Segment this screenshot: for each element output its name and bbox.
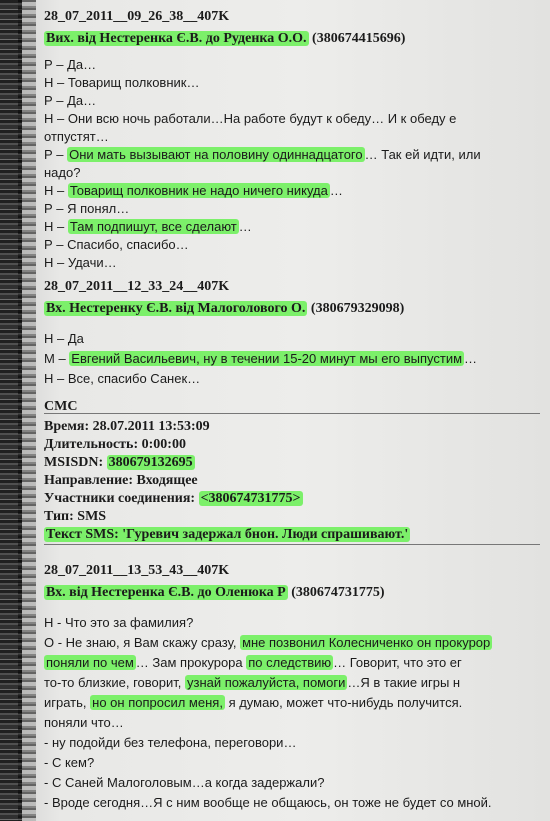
call1-header	[44, 30, 405, 48]
call1-stamp: 28_07_2011__09_26_38__407K	[44, 9, 230, 24]
call3-line: - С кем?	[44, 755, 95, 770]
call2-line: Н – Да	[44, 331, 84, 346]
call1-line: Н – Они всю ночь работали…На работе будут к обеду… И к обеду е	[44, 111, 457, 126]
call1-line: отпустят…	[44, 129, 109, 144]
call1-line: Н – Товарищ полковник…	[44, 75, 200, 90]
call1-line: Р – Спасибо, спасибо…	[44, 237, 189, 252]
call2-header	[44, 300, 404, 318]
call3-line: - ну подойди без телефона, переговори…	[44, 735, 297, 750]
call1-phone: (380674415696)	[312, 31, 406, 46]
call1-line-highlight: Н – Товарищ полковник не надо ничего никуда …	[44, 183, 343, 198]
call1-line: Р – Да…	[44, 93, 97, 108]
call2-line-highlight: М – Евгений Васильевич, ну в течении 15-20 минут мы его выпустим …	[44, 351, 478, 366]
call3-line-highlight: О - Не знаю, я Вам скажу сразу, мне позвонил Колесниченко он прокурор	[44, 635, 491, 650]
sms-msisdn: MSISDN: 380679132695	[44, 455, 193, 470]
call3-line-highlight: поняли по чем … Зам прокурора по следствию … Говорит, что это ег	[46, 655, 462, 670]
sms-time: Время: 28.07.2011 13:53:09	[44, 419, 210, 434]
call2-title: Вх. Нестеренку Є.В. від Малоголового О.	[46, 301, 306, 316]
sms-participants: Участники соединения: <380674731775>	[44, 491, 301, 506]
call3-stamp: 28_07_2011__13_53_43__407K	[44, 563, 230, 578]
call3-line-highlight: то-то близкие, говорит, узнай пожалуйста, помоги …Я в такие игры н	[44, 675, 461, 690]
call3-phone: (380674731775)	[291, 585, 385, 600]
call3-line-highlight: играть, но он попросил меня, я думаю, может что-нибудь получится.	[44, 695, 463, 710]
call1-line: Р – Да…	[44, 57, 97, 72]
call1-line: Н – Удачи…	[44, 255, 117, 270]
sms-direction: Направление: Входящее	[44, 473, 198, 488]
call1-title: Вих. від Нестеренка Є.В. до Руденка О.О.	[46, 31, 307, 46]
sms-text: Текст SMS: 'Гуревич задержал бнон. Люди спрашивают.'	[46, 527, 409, 542]
sms-duration: Длительность: 0:00:00	[44, 437, 186, 452]
call3-title: Вх. від Нестеренка Є.В. до Оленюка Р	[46, 585, 286, 600]
call3-line: - С Саней Малоголовым…а когда задержали?	[44, 775, 325, 790]
call2-stamp: 28_07_2011__12_33_24__407K	[44, 279, 230, 294]
call3-header	[44, 584, 385, 602]
sms-type: Тип: SMS	[44, 509, 107, 524]
call1-line-highlight: Р – Они мать вызывают на половину одиннадцатого … Так ей идти, или	[44, 147, 481, 162]
call2-phone: (380679329098)	[310, 301, 405, 316]
call1-line: надо?	[44, 165, 81, 180]
call3-line: Н - Что это за фамилия?	[44, 615, 194, 630]
call1-line-highlight: Н – Там подпишут, все сделают …	[44, 219, 252, 234]
scan-shadow-fade	[18, 0, 36, 821]
call3-line: - Вроде сегодня…Я с ним вообще не общаюсь, он тоже не будет со мной.	[44, 795, 492, 810]
call1-line: Р – Я понял…	[44, 201, 130, 216]
call2-line: Н – Все, спасибо Санек…	[44, 371, 201, 386]
sms-heading: СМС	[44, 399, 78, 414]
call3-line: поняли что…	[44, 715, 124, 730]
